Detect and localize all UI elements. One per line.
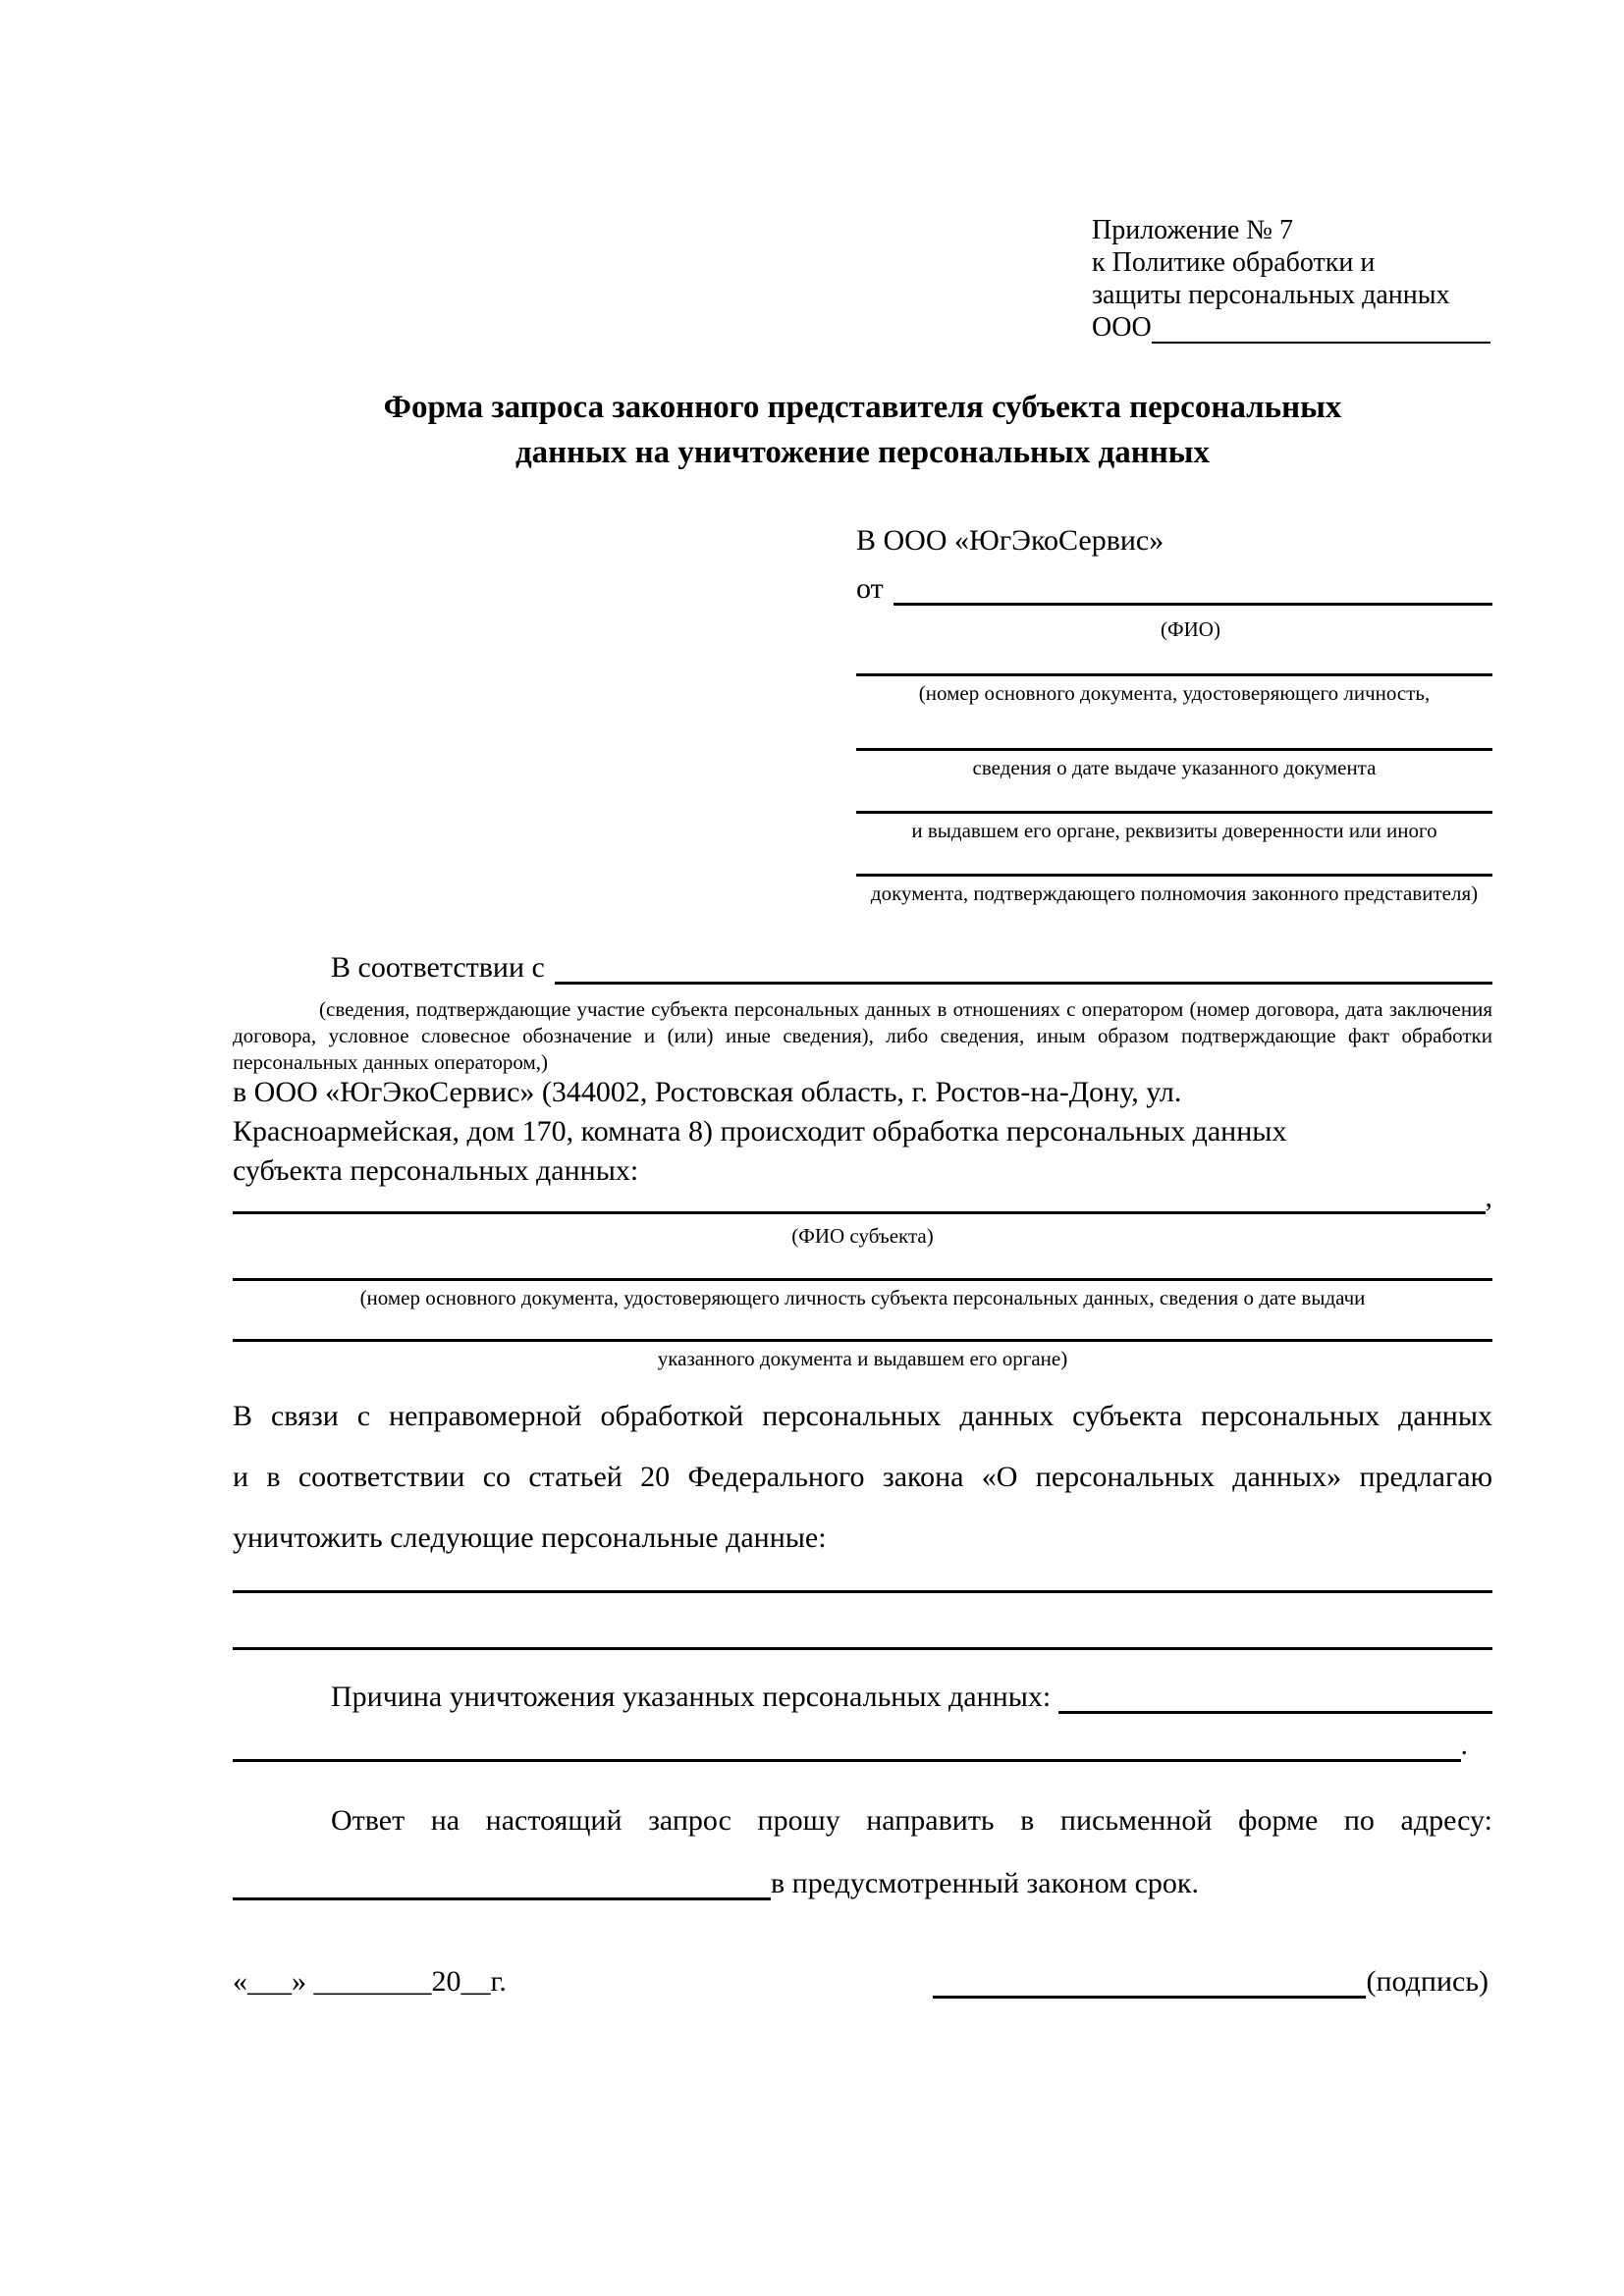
form-title-line1: Форма запроса законного представителя субъекта персональных xyxy=(383,390,1342,425)
ooo-blank-line xyxy=(1152,342,1490,344)
subject-doc-caption: (номер основного документа, удостоверяющего личность субъекта персональных данных, сведения о дате выдачи xyxy=(359,1286,1366,1309)
destruction-paragraph xyxy=(233,1386,1492,1569)
compliance-blank-line xyxy=(555,982,1492,985)
operator-paragraph-line: субъекта персональных данных: xyxy=(233,1154,639,1187)
operator-paragraph xyxy=(233,1073,1492,1191)
blank-caption: документа, подтверждающего полномочия законного представителя) xyxy=(870,881,1479,905)
blank-caption: и выдавшем его органе, реквизиты доверенности или иного xyxy=(911,819,1437,842)
ooo-label: ООО xyxy=(1092,312,1152,343)
operator-paragraph-line: Красноармейская, дом 170, комната 8) происходит обработка персональных данных xyxy=(233,1115,1287,1148)
date-line: «___» ________20__г. xyxy=(233,1965,507,1998)
compliance-note: (сведения, подтверждающие участие субъекта персональных данных в отношениях с оператором (номер договора, дата заключения договора, условное словесное обозначение и (или) иные сведения), либо сведения, иным образом подтверждающие факт обработки персональных данных оператором,) xyxy=(233,997,1492,1074)
reason-row xyxy=(233,1677,1492,1714)
from-row xyxy=(856,569,1492,606)
blank-with-caption xyxy=(856,811,1492,843)
blank-with-caption xyxy=(856,874,1492,906)
from-blank-line xyxy=(893,603,1492,606)
trailing-period: . xyxy=(1460,1729,1468,1761)
from-label: от xyxy=(856,572,884,605)
destruction-line: В связи с неправомерной обработкой персональных данных субъекта персональных данных xyxy=(233,1400,1492,1432)
appendix-block xyxy=(1092,214,1490,344)
blank-caption: (номер основного документа, удостоверяющего личность, xyxy=(918,681,1431,705)
fio-caption: (ФИО) xyxy=(1161,617,1220,641)
blank-with-caption xyxy=(233,1278,1492,1310)
appendix-ooo-row xyxy=(1092,311,1490,344)
destruction-line: и в соответствии со статьей 20 Федерального закона «О персональных данных» предлагаю xyxy=(233,1461,1492,1493)
blank-with-caption xyxy=(856,673,1492,706)
response-line1: Ответ на настоящий запрос прошу направить в письменной форме по адресу: xyxy=(331,1804,1492,1837)
reason-label: Причина уничтожения указанных персональных данных: xyxy=(331,1681,1052,1713)
response-line2-row xyxy=(233,1863,1492,1900)
address-blank-line xyxy=(233,1897,771,1900)
blank-line xyxy=(233,1590,1492,1593)
appendix-line: защиты персональных данных xyxy=(1092,280,1450,310)
appendix-line: к Политике обработки и xyxy=(1092,247,1376,278)
subject-fio-row xyxy=(233,1179,1492,1214)
form-title xyxy=(233,385,1492,475)
operator-paragraph-line: в ООО «ЮгЭкоСервис» (344002, Ростовская область, г. Ростов-на-Дону, ул. xyxy=(233,1076,1182,1108)
reason-continuation-row xyxy=(233,1725,1468,1762)
compliance-label: В соответствии с xyxy=(331,951,545,984)
signature-row xyxy=(933,1961,1489,1999)
subject-fio-caption: (ФИО субъекта) xyxy=(791,1224,934,1248)
destruction-line: уничтожить следующие персональные данные: xyxy=(233,1522,827,1554)
form-title-line2: данных на уничтожение персональных данных xyxy=(514,435,1211,470)
response-line2-text: в предусмотренный законом срок. xyxy=(771,1867,1199,1899)
signature-blank-line xyxy=(933,1996,1366,1999)
appendix-line: Приложение № 7 xyxy=(1092,215,1293,245)
reason-blank-line-2 xyxy=(233,1759,1461,1762)
subject-fio-blank-line xyxy=(233,1211,1486,1214)
trailing-comma: , xyxy=(1485,1181,1492,1213)
blank-caption: сведения о дате выдаче указанного документа xyxy=(972,756,1377,779)
subject-doc-caption: указанного документа и выдавшем его органе) xyxy=(657,1347,1068,1370)
blank-with-caption xyxy=(856,748,1492,780)
compliance-row xyxy=(233,948,1492,985)
blank-with-caption xyxy=(233,1339,1492,1371)
addressee-organization: В ООО «ЮгЭкоСервис» xyxy=(856,524,1164,557)
reason-blank-line xyxy=(1058,1711,1492,1714)
blank-line xyxy=(233,1647,1492,1650)
signature-caption: (подпись) xyxy=(1366,1965,1489,1998)
